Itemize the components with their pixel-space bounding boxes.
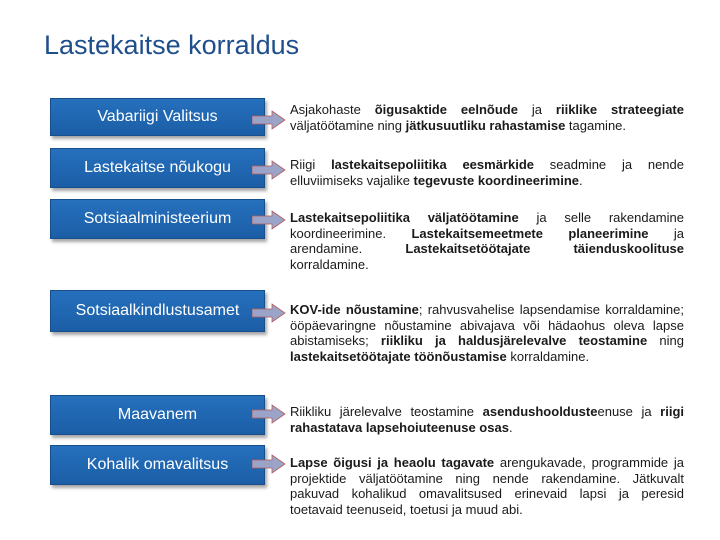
desc-bold-segment: riigi rahastatava lapsehoiuteenuse osas (290, 404, 685, 435)
arrow-right-icon (252, 303, 286, 323)
desc-segment: korraldamine. (506, 348, 590, 364)
box-kohalik-omavalitsus (50, 445, 265, 485)
desc-bold-segment: lastekaitsetöötajate töönõustamise (290, 348, 507, 364)
desc-kohalik-omavalitsus (290, 455, 684, 517)
desc-bold-segment: jätkusuutliku rahastamise (405, 117, 566, 133)
desc-segment: Asjakohaste (290, 102, 375, 117)
arrow-right-icon (252, 210, 286, 230)
desc-segment: ; rahvusvahelise lapsendamise korraldamine; ööpäevaringne nõustamine abivajava või hädaohus oleva lapse abistamiseks; (290, 302, 684, 349)
box-label: Vabariigi Valitsus (97, 108, 218, 125)
desc-segment: ja selle rakendamine koordineerimine. (290, 210, 684, 241)
box-label: Sotsiaalkindlustusamet (75, 302, 240, 319)
desc-bold-segment: Lastekaitsepoliitika väljatöötamine (290, 210, 519, 225)
desc-segment: . (579, 172, 583, 188)
arrow-right-icon (252, 404, 286, 424)
desc-bold-segment: riiklike strateegiate (555, 102, 684, 117)
desc-segment: seadmine ja nende elluviimiseks vajalike (290, 157, 684, 188)
desc-segment: Riigi (290, 157, 332, 172)
box-sotsiaalkindlustusamet (50, 290, 265, 332)
box-label: Kohalik omavalitsus (86, 456, 229, 473)
box-sotsiaalministeerium (50, 199, 265, 239)
desc-bold-segment: Lastekaitsetöötajate täienduskoolituse (405, 241, 684, 257)
desc-vabariigi-valitsus (290, 102, 684, 133)
box-vabariigi-valitsus (50, 98, 265, 136)
box-label: Maavanem (117, 406, 198, 423)
desc-bold-segment: Lapse õigusi ja heaolu tagavate (290, 455, 495, 470)
desc-lastekaitse-noukogu (290, 157, 684, 188)
box-maavanem (50, 395, 265, 435)
desc-segment: ja arendamine. (290, 225, 685, 257)
desc-segment: tagamine. (565, 117, 627, 133)
arrow-right-icon (252, 110, 286, 130)
desc-bold-segment: Lastekaitsemeetmete planeerimine (411, 225, 649, 241)
desc-maavanem (290, 404, 684, 435)
page-title: Lastekaitse korraldus (44, 30, 300, 60)
desc-segment: ning (647, 333, 684, 349)
box-label: Lastekaitse nõukogu (84, 159, 231, 176)
desc-segment: Riikliku järelevalve teostamine (290, 404, 483, 419)
desc-segment: korraldamine. (290, 256, 369, 272)
desc-sotsiaalkindlustusamet (290, 302, 684, 364)
desc-bold-segment: riikliku ja haldusjärelevalve teostamine (380, 333, 648, 349)
desc-bold-segment: KOV-ide nõustamine (290, 302, 419, 317)
desc-segment: arengukavade, programmide ja projektide väljatöötamine ning nende rakendamine. Jätkuvalt pakuvad kohalikud omavalitsused erinevaid lapsi ja peresid toetavaid teenuseid, toetusi ja muud abi. (290, 455, 684, 517)
box-label: Sotsiaalministeerium (83, 210, 232, 227)
desc-segment: ja (517, 102, 556, 117)
desc-bold-segment: tegevuste koordineerimine (413, 172, 579, 188)
desc-bold-segment: lastekaitsepoliitika eesmärkide (331, 157, 535, 172)
desc-segment: . (508, 419, 513, 435)
box-lastekaitse-noukogu (50, 148, 265, 188)
desc-segment: väljatöötamine ning (290, 117, 406, 133)
desc-segment: enuse ja (597, 404, 661, 419)
arrow-right-icon (252, 454, 286, 474)
arrow-right-icon (252, 160, 286, 180)
desc-bold-segment: õigusaktide eelnõude (374, 102, 518, 117)
desc-bold-segment: asendushoolduste (482, 404, 598, 419)
desc-sotsiaalministeerium (290, 210, 684, 272)
